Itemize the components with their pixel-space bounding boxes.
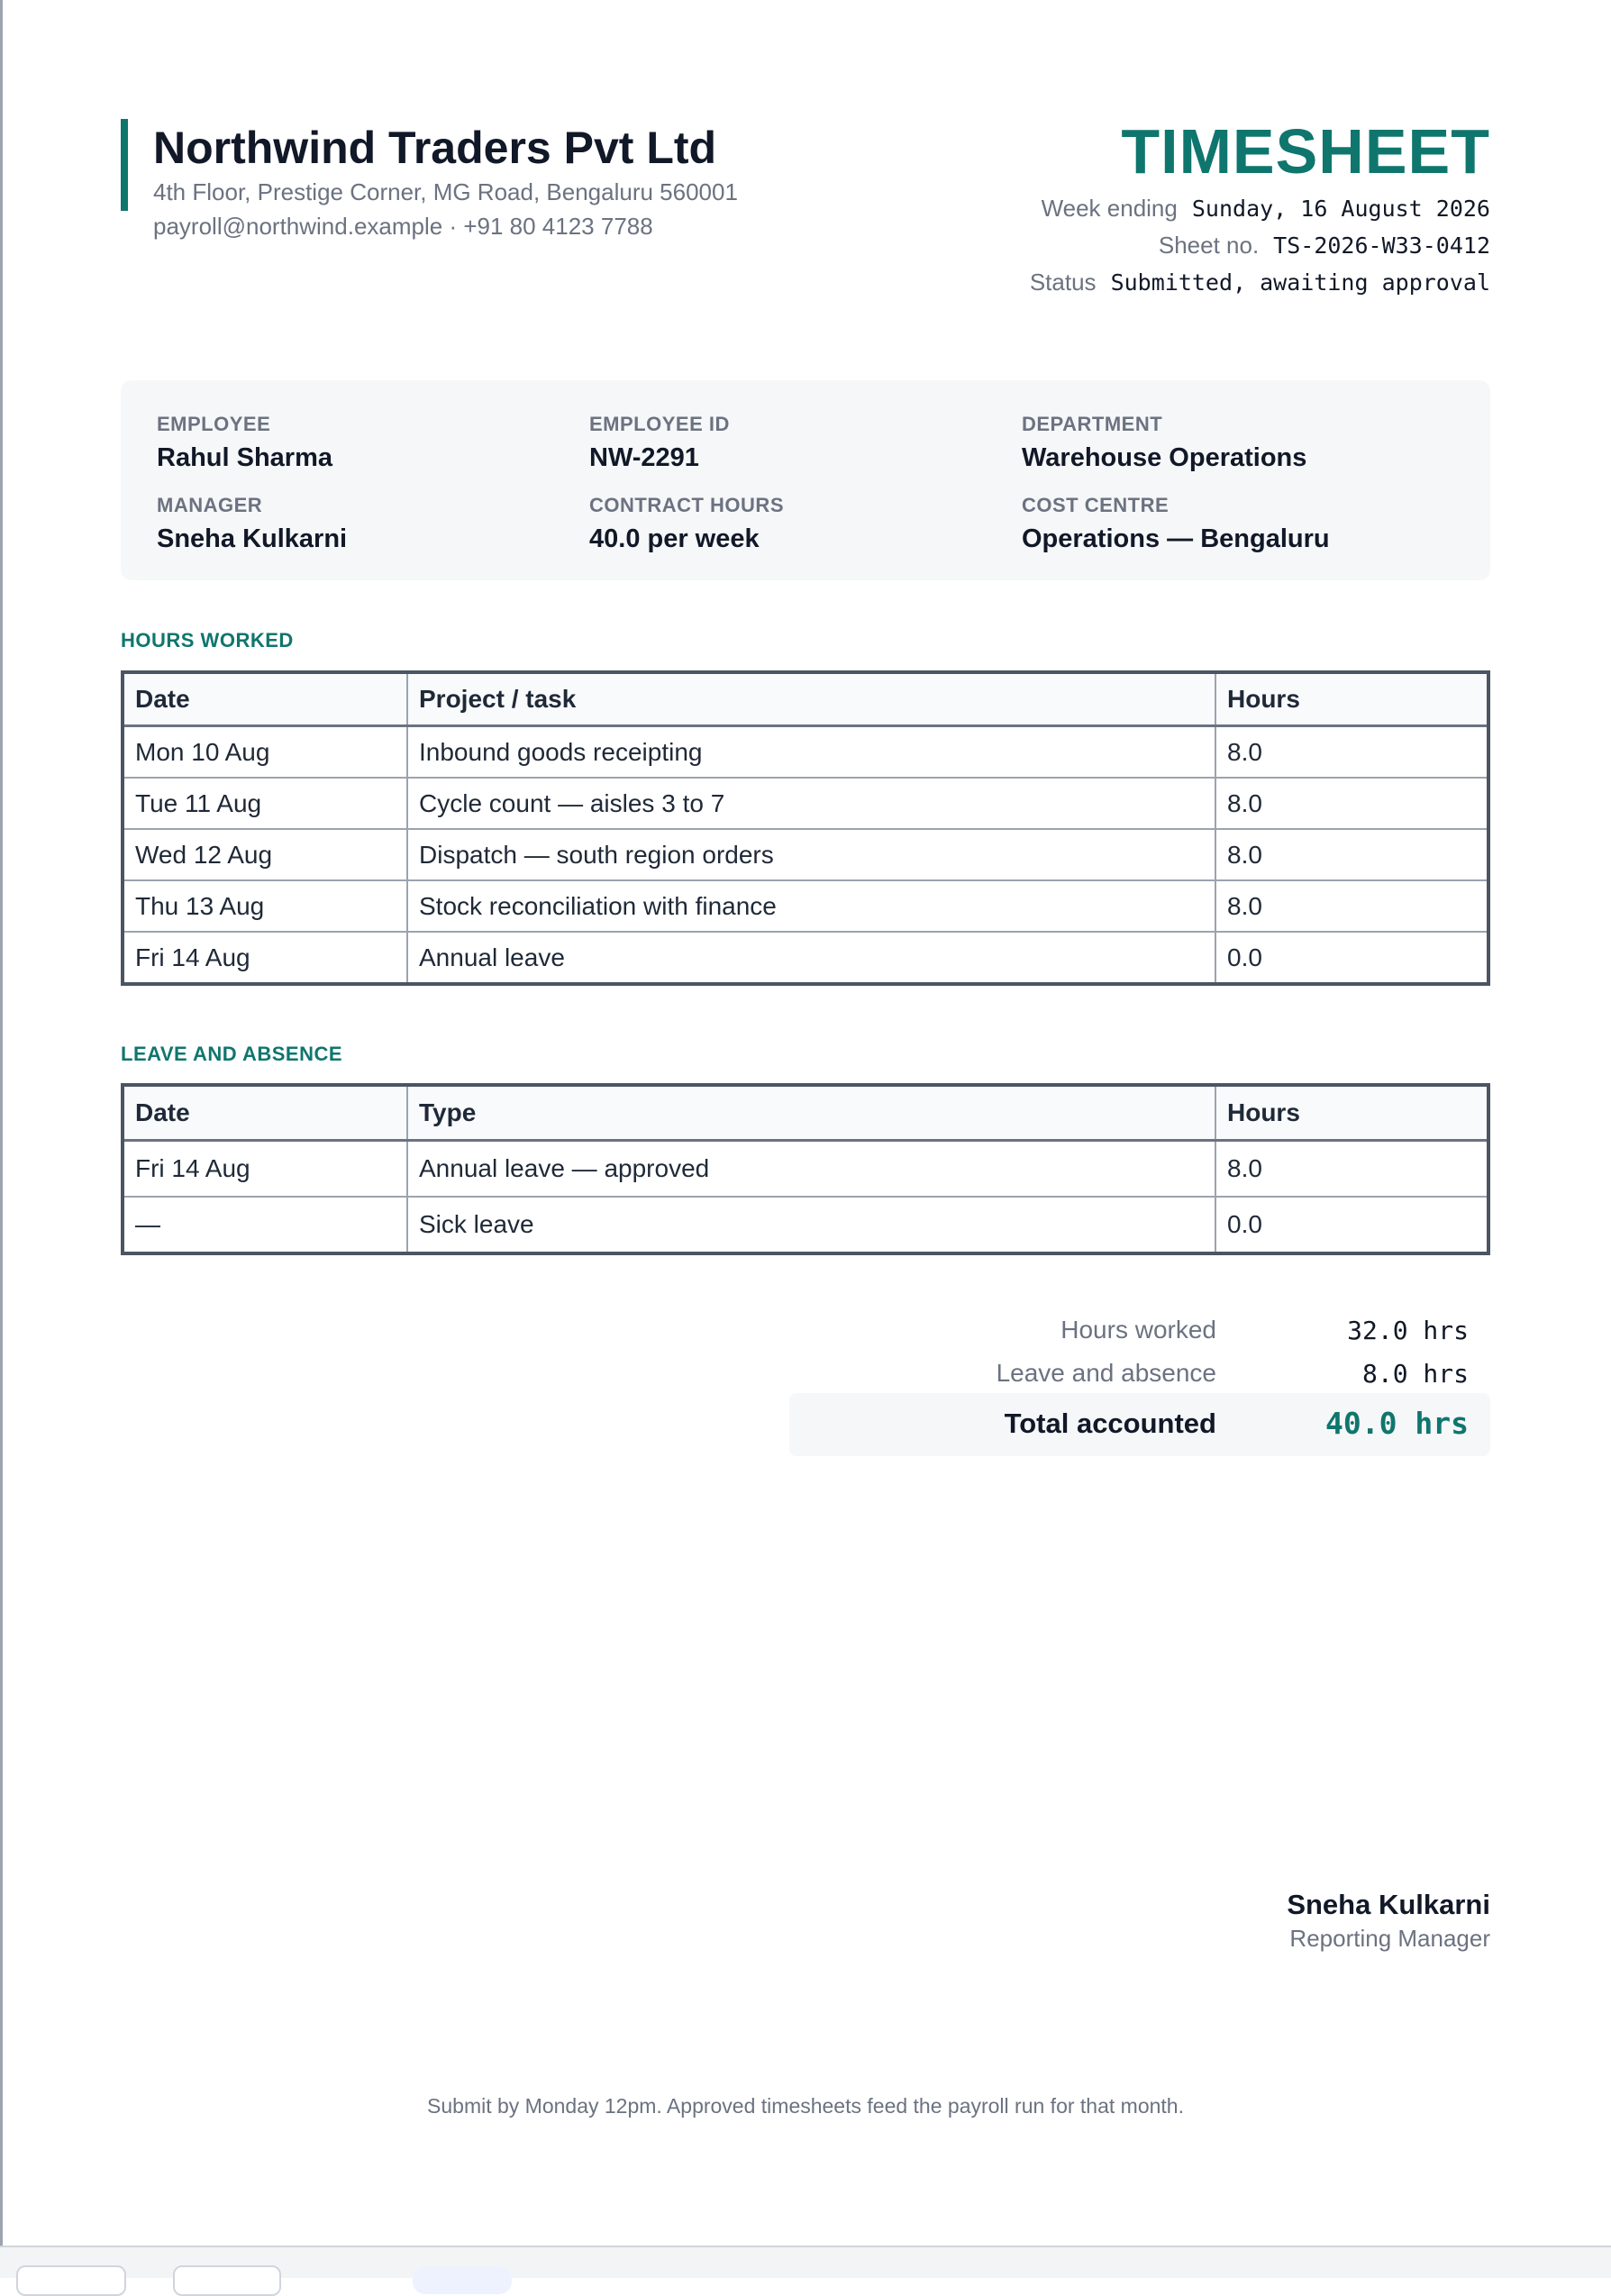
table-row [123,1141,1488,1198]
cell-task: Annual leave [407,932,1215,984]
company-address: 4th Floor, Prestige Corner, MG Road, Bengaluru 560001 [153,178,738,205]
table-row [123,829,1488,880]
cell-task: Stock reconciliation with finance [407,880,1215,932]
info-department [1022,413,1436,473]
info-manager [157,494,571,554]
meta-label: Sheet no. [1158,232,1260,259]
page-left-edge [0,0,3,2246]
total-value: 8.0 hrs [1361,1359,1469,1389]
company-name: Northwind Traders Pvt Ltd [153,123,717,173]
viewer-pill-button[interactable] [413,2267,512,2294]
meta-value: Sunday, 16 August 2026 [1191,196,1490,222]
document-meta [860,195,1490,305]
timesheet-page [121,116,1490,2228]
total-label: Hours worked [1060,1316,1216,1344]
footer-note: Submit by Monday 12pm. Approved timesheets feed the payroll run for that month. [427,2094,1184,2118]
info-cost-centre [1022,494,1436,554]
column-header-date: Date [123,1085,407,1141]
table-row [123,726,1488,779]
grand-total-label: Total accounted [1004,1408,1216,1439]
cell-task: Inbound goods receipting [407,726,1215,779]
column-header-date: Date [123,672,407,726]
info-label: DEPARTMENT [1022,413,1163,435]
cell-task: Dispatch — south region orders [407,829,1215,880]
cell-type: Annual leave — approved [407,1141,1215,1198]
column-header-task: Project / task [407,672,1215,726]
cell-date: Tue 11 Aug [123,778,407,829]
info-label: COST CENTRE [1022,494,1170,516]
document-title: TIMESHEET [1121,116,1490,187]
meta-label: Week ending [1041,195,1178,222]
cell-hours: 8.0 [1215,829,1488,880]
info-value: Operations — Bengaluru [1022,524,1330,553]
info-employee [157,413,571,473]
column-header-hours: Hours [1215,1085,1488,1141]
cell-date: Wed 12 Aug [123,829,407,880]
column-header-type: Type [407,1085,1215,1141]
meta-week-ending [860,195,1490,232]
total-value: 32.0 hrs [1347,1316,1469,1345]
viewer-button[interactable] [16,2265,126,2296]
info-label: CONTRACT HOURS [589,494,784,516]
cell-date: Fri 14 Aug [123,1141,407,1198]
table-row [123,1197,1488,1253]
company-contact: payroll@northwind.example · +91 80 4123 7788 [153,213,653,240]
leave-table [121,1083,1490,1255]
info-value: Rahul Sharma [157,443,332,472]
info-value: Warehouse Operations [1022,443,1307,472]
total-leave [789,1352,1490,1395]
column-header-hours: Hours [1215,672,1488,726]
table-header-row [123,1085,1488,1141]
info-label: EMPLOYEE ID [589,413,730,435]
cell-hours: 0.0 [1215,1197,1488,1253]
info-value: NW-2291 [589,443,699,472]
approver-name: Sneha Kulkarni [1287,1889,1490,1920]
info-employee-id [589,413,1004,473]
meta-status [860,269,1490,305]
table-row [123,932,1488,984]
viewer-bottom-bar [0,2246,1611,2278]
company-header [121,119,932,240]
table-row [123,880,1488,932]
info-contract-hours [589,494,1004,554]
brand-accent-bar [121,119,128,211]
totals-summary [789,1308,1490,1456]
cell-task: Cycle count — aisles 3 to 7 [407,778,1215,829]
table-header-row [123,672,1488,726]
cell-date: — [123,1197,407,1253]
approver-role: Reporting Manager [1289,1925,1490,1952]
info-label: EMPLOYEE [157,413,271,435]
employee-info-panel [121,380,1490,580]
leave-heading: LEAVE AND ABSENCE [121,1043,343,1065]
info-value: 40.0 per week [589,524,760,553]
info-value: Sneha Kulkarni [157,524,348,553]
meta-value: TS-2026-W33-0412 [1273,232,1490,259]
cell-date: Mon 10 Aug [123,726,407,779]
meta-sheet-number [860,232,1490,269]
cell-type: Sick leave [407,1197,1215,1253]
cell-hours: 0.0 [1215,932,1488,984]
cell-hours: 8.0 [1215,726,1488,779]
total-label: Leave and absence [996,1359,1216,1387]
grand-total [789,1393,1490,1456]
hours-worked-table [121,670,1490,986]
table-row [123,778,1488,829]
cell-hours: 8.0 [1215,1141,1488,1198]
meta-label: Status [1029,269,1097,296]
info-label: MANAGER [157,494,263,516]
cell-hours: 8.0 [1215,880,1488,932]
total-hours-worked [789,1308,1490,1352]
cell-date: Thu 13 Aug [123,880,407,932]
cell-date: Fri 14 Aug [123,932,407,984]
grand-total-value: 40.0 hrs [1325,1406,1469,1441]
cell-hours: 8.0 [1215,778,1488,829]
status-value: Submitted, awaiting approval [1110,269,1490,296]
hours-worked-heading: HOURS WORKED [121,629,294,651]
viewer-button[interactable] [173,2265,281,2296]
